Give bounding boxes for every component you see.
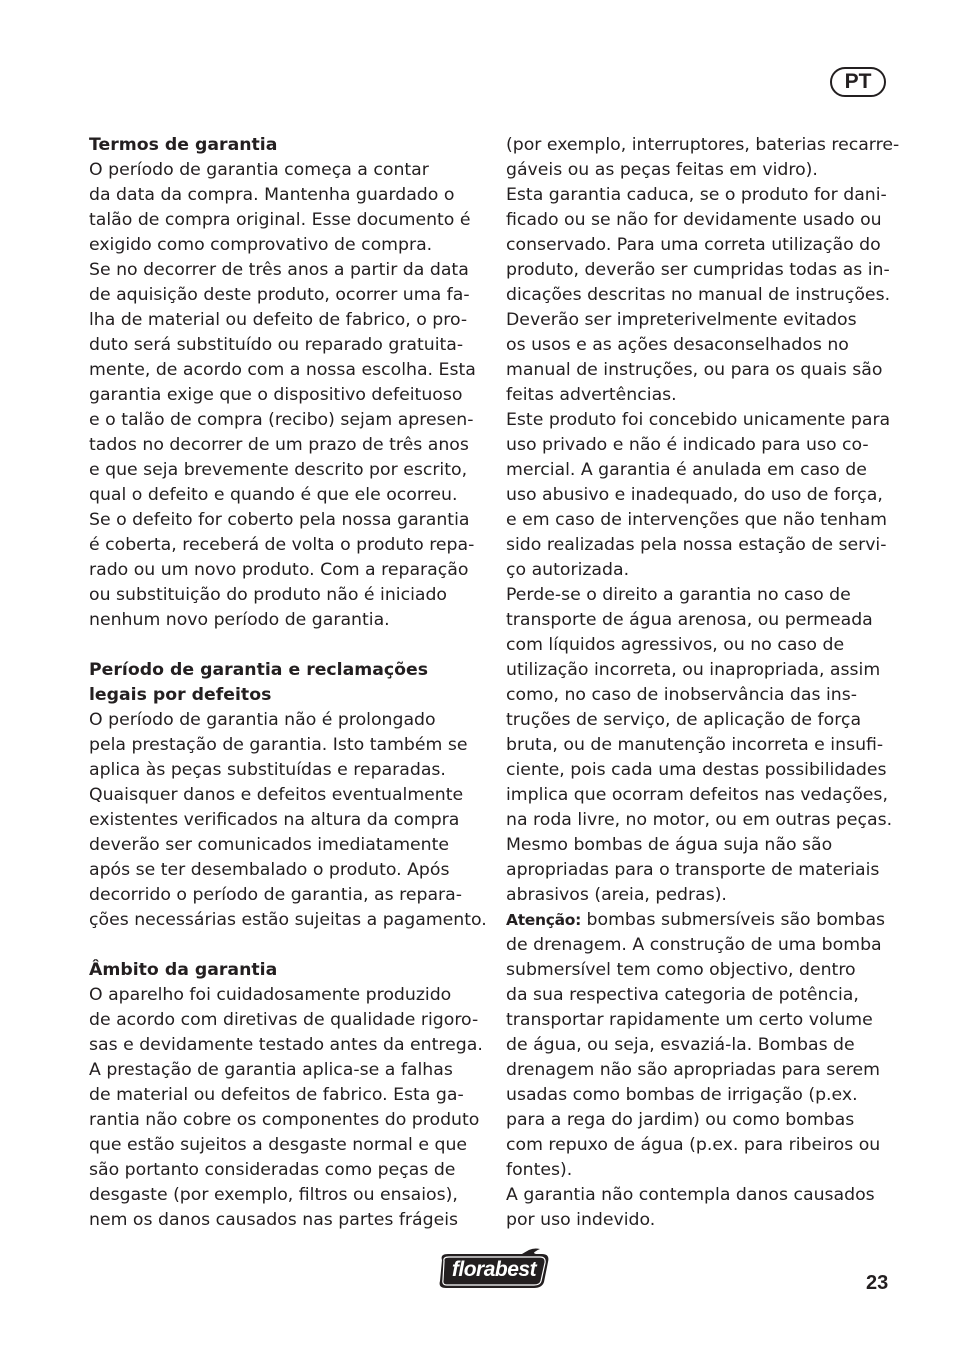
- text-line: nem os danos causados nas partes frágeis: [89, 1210, 459, 1230]
- left-column: [89, 133, 487, 1233]
- text-line: transportar rapidamente um certo volume: [506, 1010, 873, 1030]
- text-line: e o talão de compra (recibo) sejam apresen-: [89, 410, 474, 430]
- text-line: pela prestação de garantia. Isto também se: [89, 735, 468, 755]
- text-line: abrasivos (areia, pedras).: [506, 885, 727, 905]
- text-line: feitas advertências.: [506, 385, 677, 405]
- text-line: drenagem não são apropriadas para serem: [506, 1060, 881, 1080]
- text-line: após se ter desembalado o produto. Após: [89, 860, 450, 880]
- section-heading-warranty-terms: Termos de garantia: [89, 135, 278, 155]
- text-line: talão de compra original. Esse documento é: [89, 210, 471, 230]
- text-line: truções de serviço, de aplicação de força: [506, 710, 862, 730]
- text-line: manual de instruções, ou para os quais são: [506, 360, 883, 380]
- text-line: usadas como bombas de irrigação (p.ex.: [506, 1085, 858, 1105]
- text-line: Quaisquer danos e defeitos eventualmente: [89, 785, 464, 805]
- text-line: rado ou um novo produto. Com a reparação: [89, 560, 469, 580]
- text-line: de aquisição deste produto, ocorrer uma fa-: [89, 285, 470, 305]
- text-line: para a rega do jardim) ou como bombas: [506, 1110, 855, 1130]
- text-line: O período de garantia não é prolongado: [89, 710, 436, 730]
- text-line: utilização incorreta, ou inapropriada, assim: [506, 660, 881, 680]
- section3-body: [89, 983, 481, 1233]
- text-line: aplica às peças substituídas e reparadas.: [89, 760, 446, 780]
- text-line: de água, ou seja, esvaziá-la. Bombas de: [506, 1035, 855, 1055]
- section2-body: [89, 708, 487, 933]
- text-line: ções necessárias estão sujeitas a pagamento.: [89, 910, 487, 930]
- section-heading-warranty-scope: Âmbito da garantia: [89, 960, 278, 980]
- page-number: 23: [866, 1272, 889, 1294]
- text-line: ciente, pois cada uma destas possibilidades: [506, 760, 887, 780]
- text-line: submersível tem como objectivo, dentro: [506, 960, 856, 980]
- text-line: Deverão ser impreterivelmente evitados: [506, 310, 857, 330]
- text-line: de drenagem. A construção de uma bomba: [506, 935, 882, 955]
- text-line: de acordo com diretivas de qualidade rigoro-: [89, 1010, 479, 1030]
- text-line: implica que ocorram defeitos nas vedações,: [506, 785, 888, 805]
- text-line: Perde-se o direito a garantia no caso de: [506, 585, 851, 605]
- text-line: duto será substituído ou reparado gratuita-: [89, 335, 464, 355]
- text-line: transporte de água arenosa, ou permeada: [506, 610, 873, 630]
- text-line: Mesmo bombas de água suja não são: [506, 835, 833, 855]
- section1-body: [89, 158, 481, 633]
- section-heading-warranty-period-line1: Período de garantia e reclamações: [89, 660, 429, 680]
- text-line: garantia exige que o dispositivo defeituoso: [89, 385, 463, 405]
- text-line: que estão sujeitos a desgaste normal e que: [89, 1135, 468, 1155]
- text-line: de material ou defeitos de fabrico. Esta ga-: [89, 1085, 464, 1105]
- text-line: desgaste (por exemplo, filtros ou ensaios),: [89, 1185, 458, 1205]
- text-line: uso abusivo e inadequado, do uso de força,: [506, 485, 883, 505]
- text-line: ou substituição do produto não é iniciado: [89, 585, 448, 605]
- text-line: ço autorizada.: [506, 560, 630, 580]
- text-line: deverão ser comunicados imediatamente: [89, 835, 450, 855]
- text-line: tados no decorrer de um prazo de três anos: [89, 435, 469, 455]
- language-badge: PT: [830, 67, 886, 97]
- text-line: com líquidos agressivos, ou no caso de: [506, 635, 845, 655]
- text-line: O aparelho foi cuidadosamente produzido: [89, 985, 452, 1005]
- text-line: rantia não cobre os componentes do produto: [89, 1110, 480, 1130]
- attention-line: [506, 908, 891, 933]
- text-line: O período de garantia começa a contar: [89, 160, 429, 180]
- text-line: Esta garantia caduca, se o produto for dani-: [506, 185, 887, 205]
- text-line: produto, deverão ser cumpridas todas as in-: [506, 260, 890, 280]
- text-line: A garantia não contempla danos causados: [506, 1185, 875, 1205]
- text-line: por uso indevido.: [506, 1210, 656, 1230]
- text-line: os usos e as ações desaconselhados no: [506, 335, 849, 355]
- text-line: exigido como comprovativo de compra.: [89, 235, 433, 255]
- section-heading-warranty-period-line2: legais por defeitos: [89, 685, 272, 705]
- right-body-a: [506, 133, 900, 908]
- text-line: bruta, ou de manutenção incorreta e insufi-: [506, 735, 884, 755]
- text-line: gáveis ou as peças feitas em vidro).: [506, 160, 818, 180]
- text-line: qual o defeito e quando é que ele ocorreu.: [89, 485, 458, 505]
- text-line: como, no caso de inobservância das ins-: [506, 685, 857, 705]
- text-line: sido realizadas pela nossa estação de servi-: [506, 535, 887, 555]
- attention-label: Atenção:: [506, 911, 582, 929]
- text-line: da sua respectiva categoria de potência,: [506, 985, 859, 1005]
- logo-text: florabest: [451, 1258, 537, 1281]
- text-line: ficado ou se não for devidamente usado ou: [506, 210, 882, 230]
- text-line: (por exemplo, interruptores, baterias recarre-: [506, 135, 900, 155]
- text-line: dicações descritas no manual de instruções.: [506, 285, 891, 305]
- florabest-logo: [436, 1248, 552, 1290]
- text-line: decorrido o período de garantia, as repara-: [89, 885, 462, 905]
- text-line: Se no decorrer de três anos a partir da data: [89, 260, 469, 280]
- text-line: uso privado e não é indicado para uso co-: [506, 435, 869, 455]
- text-line: e que seja brevemente descrito por escrito,: [89, 460, 468, 480]
- text-line: é coberta, receberá de volta o produto repa-: [89, 535, 475, 555]
- text-line: conservado. Para uma correta utilização do: [506, 235, 881, 255]
- text-line: Este produto foi concebido unicamente para: [506, 410, 891, 430]
- attention-text: bombas submersíveis são bombas: [581, 910, 886, 930]
- text-line: na roda livre, no motor, ou em outras peças.: [506, 810, 893, 830]
- text-line: apropriadas para o transporte de materiais: [506, 860, 880, 880]
- text-line: sas e devidamente testado antes da entrega.: [89, 1035, 483, 1055]
- text-line: fontes).: [506, 1160, 573, 1180]
- text-line: A prestação de garantia aplica-se a falhas: [89, 1060, 453, 1080]
- text-line: Se o defeito for coberto pela nossa garantia: [89, 510, 470, 530]
- right-body-b: [506, 933, 891, 1233]
- right-column: [506, 133, 900, 1233]
- text-line: nenhum novo período de garantia.: [89, 610, 390, 630]
- text-line: mercial. A garantia é anulada em caso de: [506, 460, 867, 480]
- text-line: lha de material ou defeito de fabrico, o pro-: [89, 310, 468, 330]
- text-line: e em caso de intervenções que não tenham: [506, 510, 888, 530]
- text-line: com repuxo de água (p.ex. para ribeiros ou: [506, 1135, 881, 1155]
- text-line: são portanto consideradas como peças de: [89, 1160, 456, 1180]
- text-line: mente, de acordo com a nossa escolha. Esta: [89, 360, 476, 380]
- text-line: existentes verificados na altura da compra: [89, 810, 460, 830]
- text-line: da data da compra. Mantenha guardado o: [89, 185, 455, 205]
